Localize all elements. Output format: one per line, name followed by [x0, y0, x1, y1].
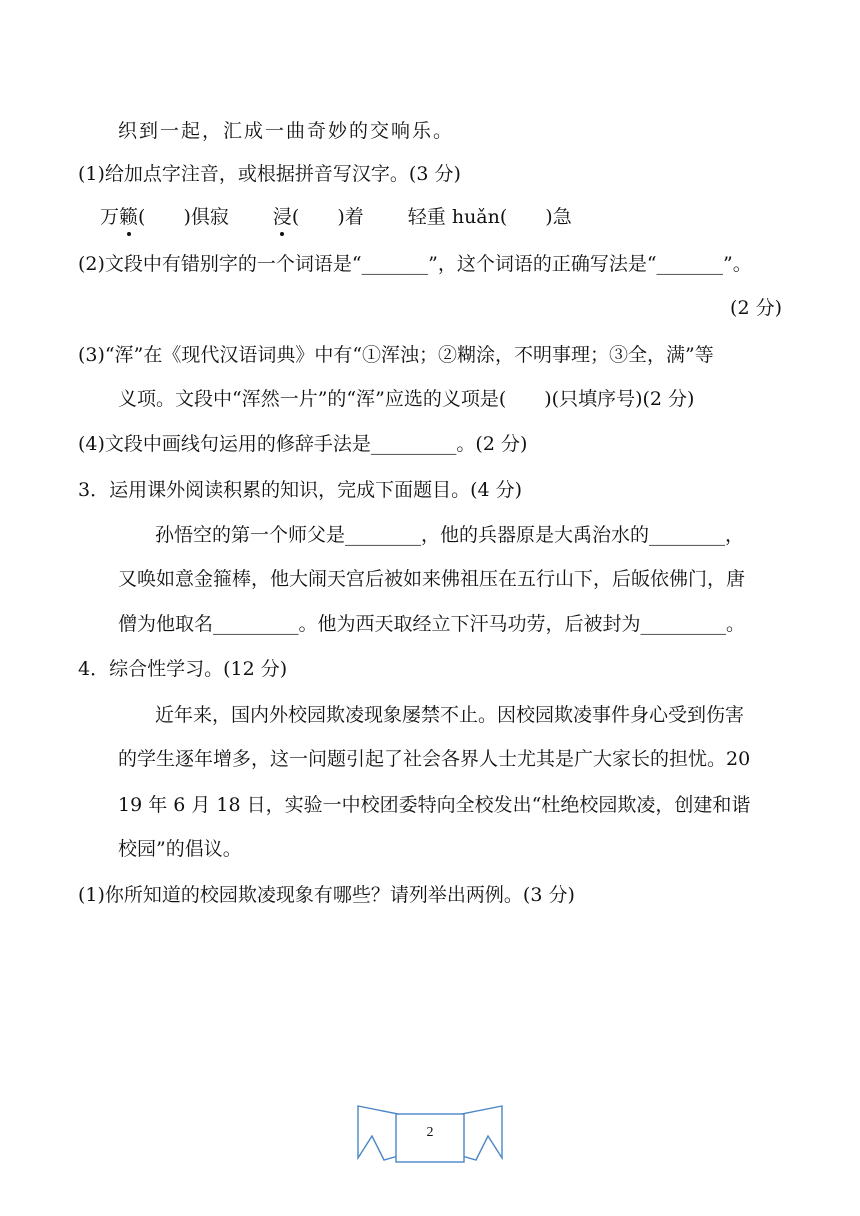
section-4-title: 4．综合性学习。(12 分) [78, 658, 288, 680]
section-4-line: 19 年 6 月 18 日，实验一中校团委特向全校发出“杜绝校园欺凌，创建和谐 [118, 794, 751, 816]
dotted-char: 籁 [119, 206, 139, 228]
section-4-question-1: (1)你所知道的校园欺凌现象有哪些？请列举出两例。(3 分) [78, 884, 575, 906]
section-4-line: 的学生逐年增多，这一问题引起了社会各界人士尤其是广大家长的担忧。20 [118, 748, 751, 770]
section-4-line: 校园”的倡议。 [118, 838, 242, 860]
question-1-title: (1)给加点字注音，或根据拼音写汉字。(3 分) [78, 163, 461, 185]
text-line: 织到一起，汇成一曲奇妙的交响乐。 [118, 120, 455, 142]
item-1 [100, 206, 235, 228]
question-4: (4)文段中画线句运用的修辞手法是_________。(2 分) [78, 433, 528, 455]
item-2 [273, 206, 370, 228]
section-3-line: 又唤如意金箍棒，他大闹天宫后被如来佛祖压在五行山下，后皈依佛门，唐 [118, 568, 746, 590]
section-4-line: 近年来，国内外校园欺凌现象屡禁不止。因校园欺凌事件身心受到伤害 [155, 704, 745, 726]
item-1-before: 万 [100, 206, 120, 228]
question-1-items [100, 204, 572, 230]
question-2: (2)文段中有错别字的一个词语是“_______”，这个词语的正确写法是“_______”。 [78, 253, 752, 275]
item-2-after: ( )着 [291, 206, 364, 228]
section-3-line: 孙悟空的第一个师父是________，他的兵器原是大禹治水的________， [155, 524, 745, 546]
item-1-after: ( )俱寂 [138, 206, 229, 228]
item-3: 轻重 huǎn( )急 [407, 206, 572, 228]
dotted-char: 浸 [272, 206, 292, 228]
question-3-line-1: (3)“浑”在《现代汉语词典》中有“①浑浊；②糊涂，不明事理；③全，满”等 [78, 344, 714, 366]
section-3-title: 3．运用课外阅读积累的知识，完成下面题目。(4 分) [78, 479, 523, 501]
section-3-line: 僧为他取名_________。他为西天取经立下汗马功劳，后被封为_________。 [118, 613, 746, 635]
question-3-line-2: 义项。文段中“浑然一片”的“浑”应选的义项是( )(只填序号)(2 分) [118, 388, 695, 410]
question-2-score: (2 分) [730, 297, 782, 319]
page-number: 2 [426, 1125, 434, 1140]
